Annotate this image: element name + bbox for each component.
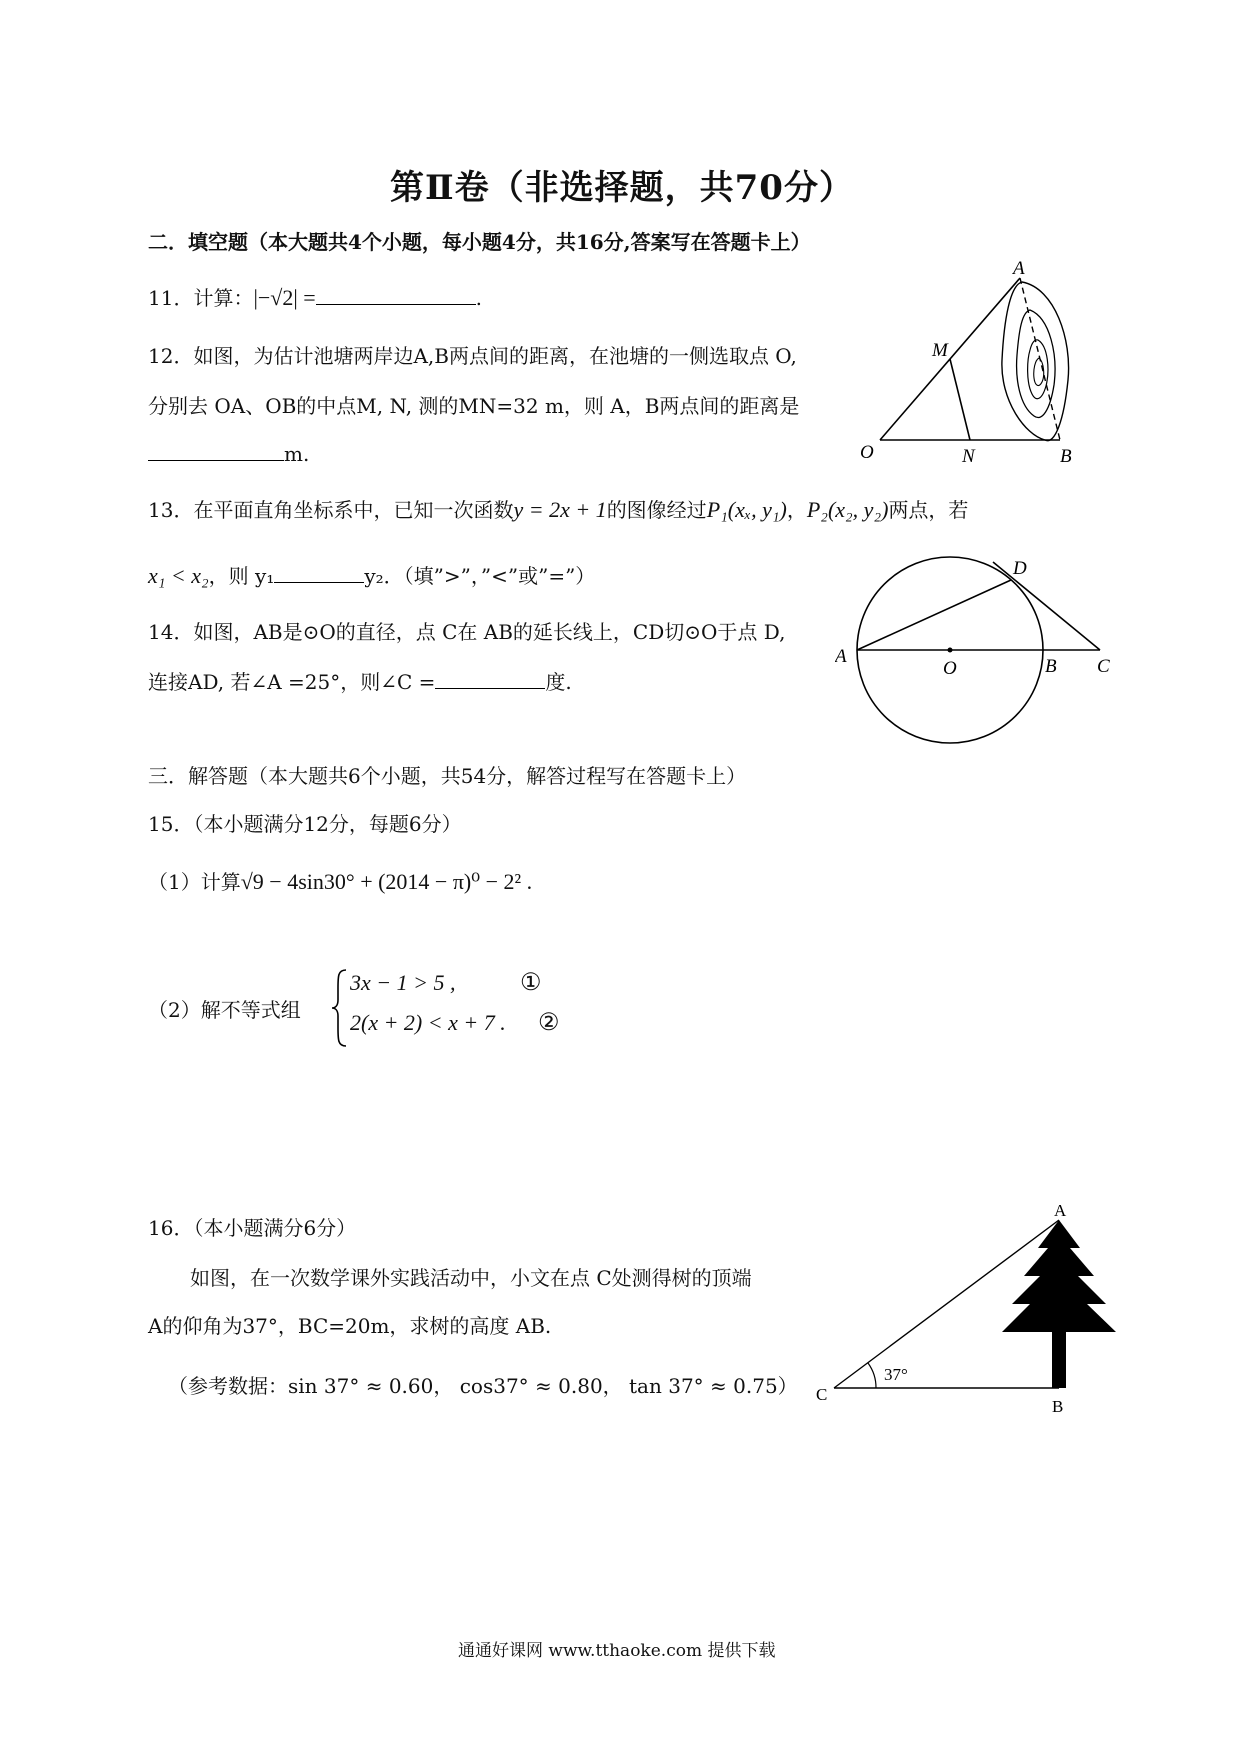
inequality-2 [350, 1010, 506, 1036]
q12-line1: 12．如图，为估计池塘两岸边A,B两点间的距离，在池塘的一侧选取点 O, [148, 344, 797, 368]
label-B: B [1060, 446, 1072, 467]
q15-part2-label: （2）解不等式组 [148, 998, 301, 1022]
pond-figure [850, 260, 1110, 470]
q13-line2 [148, 560, 595, 589]
q16-reference-data: （参考数据：sin 37° ≈ 0.60， cos37° ≈ 0.80， tan 37° ≈ 0.75） [168, 1374, 798, 1398]
q11-answer-blank [316, 284, 476, 305]
angle-arc [868, 1363, 876, 1388]
label-N: N [962, 446, 975, 467]
q12-line2: 分别去 OA、OB的中点M, N, 测的MN=32 m，则 A，B两点间的距离是 [148, 394, 800, 418]
label-B: B [1052, 1397, 1064, 1416]
tree-elevation-figure [812, 1196, 1172, 1426]
q13-point-p1: P₁(xₓ, y₁) [706, 497, 787, 522]
footer: 通通好课网 www.tthaoke.com 提供下载 [458, 1641, 776, 1661]
label-O: O [860, 442, 874, 463]
q14-line1: 14．如图，AB是⊙O的直径，点 C在 AB的延长线上，CD切⊙O于点 D, [148, 620, 786, 644]
section3-header: 三．解答题（本大题共6个小题，共54分，解答过程写在答题卡上） [148, 764, 747, 788]
inequality-1 [350, 970, 455, 996]
label-A: A [1013, 260, 1025, 279]
tree-icon [1002, 1220, 1116, 1388]
q13-line1 [148, 494, 968, 523]
tangent-CD [993, 562, 1100, 650]
q12-line3 [148, 440, 309, 466]
q16-line2: A的仰角为37°，BC=20m，求树的高度 AB. [148, 1314, 552, 1338]
q11-expression: |−√2| = [253, 285, 316, 310]
inequality-1-expr: 3x − 1 > 5 , [350, 970, 456, 995]
inequality-brace [330, 968, 350, 1048]
label-C: C [1097, 656, 1110, 677]
label-O: O [943, 658, 957, 679]
q13-text-d: ，则 y₁ [208, 564, 275, 588]
q13-condition: x₁ < x₂ [148, 563, 209, 588]
q11-prefix: 11．计算： [148, 286, 254, 310]
inequality-1-mark: ① [520, 970, 542, 996]
q13-text-b: 的图像经过 [606, 498, 707, 522]
line-AD [857, 580, 1011, 650]
q13-text-a: 13．在平面直角坐标系中，已知一次函数 [148, 498, 514, 522]
q13-text-c: 两点，若 [888, 498, 969, 522]
circle-tangent-figure [835, 550, 1125, 750]
q14-answer-blank [435, 668, 545, 689]
q13-text-e: y₂．（填”>”，”<”或”=”） [364, 564, 596, 588]
label-D: D [1013, 558, 1027, 579]
q15-header: 15．（本小题满分12分，每题6分） [148, 812, 462, 836]
section2-header: 二．填空题（本大题共4个小题，每小题4分，共16分,答案写在答题卡上） [148, 230, 811, 254]
q15-part1-label: （1）计算 [148, 870, 241, 894]
label-A: A [1054, 1201, 1067, 1220]
pond-contour-middle [1017, 310, 1055, 418]
q11-end: . [475, 286, 483, 310]
q14-line2 [148, 666, 572, 695]
q13-point-p2: P₂(x₂, y₂) [806, 497, 889, 522]
q16-header: 16．（本小题满分6分） [148, 1216, 357, 1240]
center-point [948, 648, 953, 653]
line-MN [950, 359, 970, 440]
page-title: 第Ⅱ卷（非选择题，共70分） [390, 168, 854, 208]
angle-label: 37° [884, 1365, 908, 1384]
q13-sep: ， [786, 498, 807, 522]
label-A: A [835, 646, 847, 667]
label-B: B [1045, 656, 1057, 677]
q12-unit: m. [284, 442, 310, 466]
inequality-2-mark: ② [538, 1010, 560, 1036]
inequality-2-expr: 2(x + 2) < x + 7 . [350, 1010, 506, 1035]
label-M: M [932, 340, 948, 361]
q13-answer-blank [274, 562, 364, 583]
label-C: C [816, 1385, 828, 1404]
q11 [148, 282, 482, 311]
q15-part1 [148, 866, 532, 895]
q16-line1: 如图，在一次数学课外实践活动中，小文在点 C处测得树的顶端 [190, 1266, 752, 1290]
q13-equation: y = 2x + 1 [513, 497, 607, 522]
q14-text-a: 连接AD, 若∠A =25°，则∠C = [148, 670, 436, 694]
pond-contour-core [1034, 358, 1044, 385]
q12-answer-blank [148, 440, 284, 461]
q15-part1-expression: √9 − 4sin30° + (2014 − π)⁰ − 2² . [240, 869, 533, 894]
q14-text-b: 度. [545, 670, 572, 694]
